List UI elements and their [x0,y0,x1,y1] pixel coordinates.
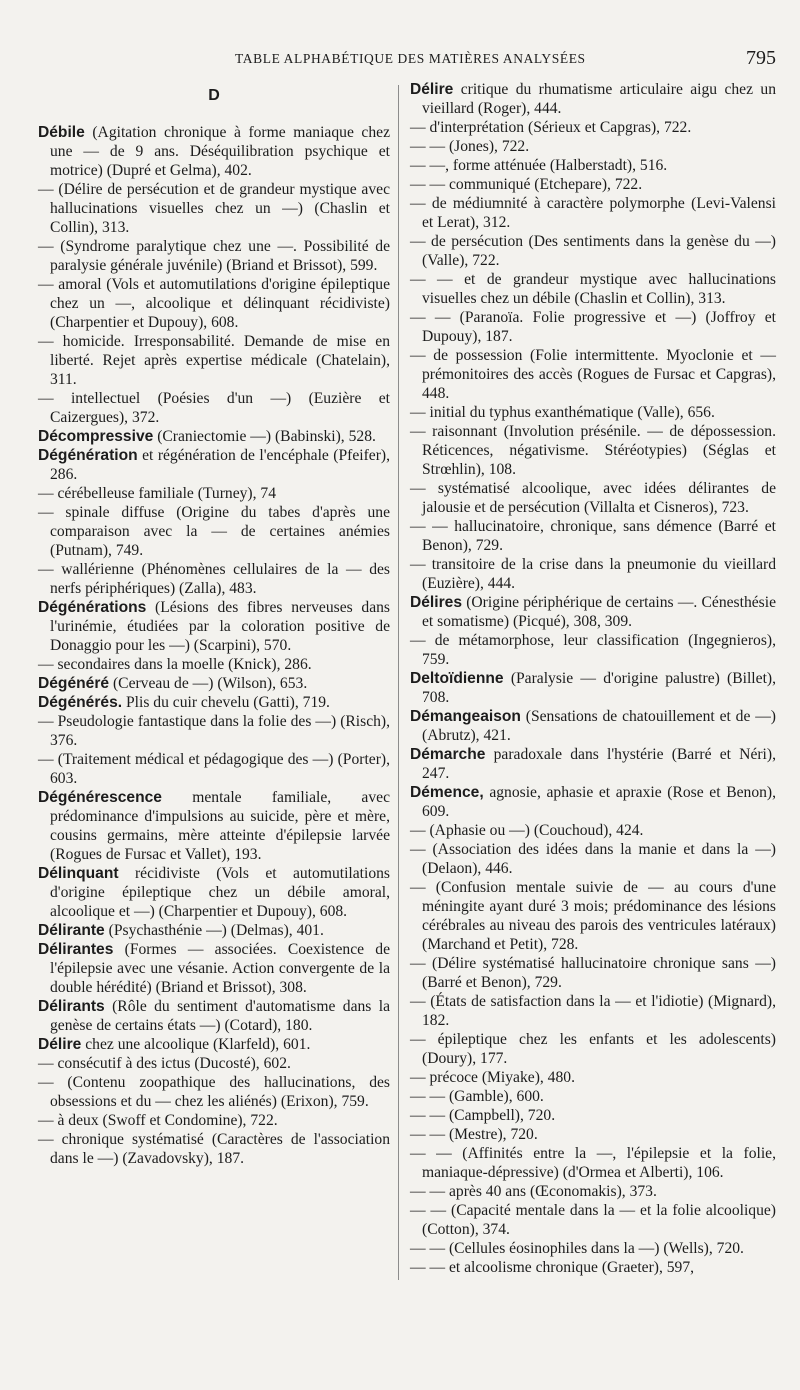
entry-text: — —, forme atténuée (Halberstadt), 516. [410,157,668,174]
section-letter: D [208,87,220,104]
index-entry [410,118,776,137]
index-entry [38,389,390,427]
index-entry [410,555,776,593]
index-entry [38,332,390,389]
entry-text: — (Confusion mentale suivie de — au cours d'une méningite ayant duré 3 mois; prédominance des lésions cérébrales au niveau des parois des ventricules latéraux) (Marchand et Petit), 728. [410,879,776,953]
index-entry [410,821,776,840]
index-entry [410,156,776,175]
entry-text: récidiviste (Vols et automutilations d'origine épileptique chez un débile amoral, alcoolique et —) (Charpentier et Dupouy), 608. [50,865,390,920]
entry-text: — secondaires dans la moelle (Knick), 286. [38,656,312,673]
entry-headword: Démarche [410,746,486,763]
page-header [0,0,800,70]
index-entry [38,940,390,997]
index-entry [38,921,390,940]
index-entry [410,954,776,992]
entry-text: — — après 40 ans (Œconomakis), 373. [410,1183,657,1200]
index-entry [38,1073,390,1111]
entry-text: — épileptique chez les enfants et les adolescents) (Doury), 177. [410,1031,776,1067]
entry-text: — d'interprétation (Sérieux et Capgras), 722. [410,119,692,136]
index-entry [410,308,776,346]
index-entry [38,560,390,598]
index-entry [38,484,390,503]
entry-text: — (Délire de persécution et de grandeur mystique avec hallucinations visuelles chez un —) (Chaslin et Collin), 313. [38,181,390,236]
index-entry [410,232,776,270]
entry-text: — (Contenu zoopathique des hallucinations, des obsessions et du — chez les aliénés) (Erixon), 759. [38,1074,390,1110]
running-title: TABLE ALPHABÉTIQUE DES MATIÈRES ANALYSÉES [235,51,586,66]
index-entry [38,1111,390,1130]
entry-text: — précoce (Miyake), 480. [410,1069,575,1086]
entry-text: (Agitation chronique à forme maniaque chez une — de 9 ans. Déséquilibration psychique et motrice) (Dupré et Gelma), 402. [50,124,390,179]
entry-text: — — (Mestre), 720. [410,1126,538,1143]
entry-headword: Dégénérescence [38,789,162,806]
index-entry [410,175,776,194]
entry-text: — — (Gamble), 600. [410,1088,544,1105]
entry-headword: Délire [410,81,454,98]
entry-headword: Délirante [38,922,105,939]
index-entry [410,80,776,118]
entry-text: paradoxale dans l'hystérie (Barré et Néri), 247. [422,746,776,782]
index-entry [410,1201,776,1239]
entry-headword: Démangeaison [410,708,521,725]
index-entry [38,446,390,484]
entry-headword: Délires [410,594,463,611]
index-entry [410,1239,776,1258]
entry-text: — wallérienne (Phénomènes cellulaires de la — des nerfs périphériques) (Zalla), 483. [38,561,390,597]
index-entry [38,655,390,674]
entry-text: — — (Jones), 722. [410,138,530,155]
entry-text: — intellectuel (Poésies d'un —) (Euzière et Caizergues), 372. [38,390,390,426]
index-entry [410,878,776,954]
entry-text: — transitoire de la crise dans la pneumonie du vieillard (Euzière), 444. [410,556,776,592]
index-entry [410,840,776,878]
index-entry [38,427,390,446]
entry-text: (Paralysie — d'origine palustre) (Billet), 708. [422,670,776,706]
index-entry [38,503,390,560]
entry-text: (Sensations de chatouillement et de —) (Abrutz), 421. [422,708,776,744]
index-entry [410,707,776,745]
index-entry [410,1106,776,1125]
entry-headword: Dégénéré [38,675,110,692]
entry-text: — (Aphasie ou —) (Couchoud), 424. [410,822,644,839]
index-entry [410,137,776,156]
index-entry [38,750,390,788]
left-entry-list [38,123,390,1168]
index-entry [38,237,390,275]
entry-text: — homicide. Irresponsabilité. Demande de mise en liberté. Rejet après expertise médicale (Chatelain), 311. [38,333,390,388]
index-entry [410,1258,776,1277]
left-column [38,80,390,1168]
index-entry [410,346,776,403]
entry-text: (Rôle du sentiment d'automatisme dans la genèse de certains états —) (Cotard), 180. [50,998,390,1034]
index-entry [410,745,776,783]
entry-text: — spinale diffuse (Origine du tabes d'après une comparaison avec la — de certaines anémies (Putnam), 749. [38,504,390,559]
entry-headword: Démence, [410,784,484,801]
entry-headword: Dégénérés. [38,694,123,711]
entry-text: chez une alcoolique (Klarfeld), 601. [81,1036,311,1053]
entry-text: Plis du cuir chevelu (Gatti), 719. [122,694,330,711]
index-entry [38,788,390,864]
index-entry [410,479,776,517]
entry-headword: Délire [38,1036,82,1053]
index-entry [38,864,390,921]
entry-text: — de persécution (Des sentiments dans la genèse du —) (Valle), 722. [410,233,776,269]
index-entry [410,992,776,1030]
index-entry [38,598,390,655]
index-entry [410,403,776,422]
entry-text: — — (Affinités entre la —, l'épilepsie et la folie, maniaque-dépressive) (d'Ormea et Alberti), 106. [410,1145,776,1181]
index-entry [38,1054,390,1073]
index-entry [410,422,776,479]
index-entry [410,631,776,669]
entry-headword: Dégénérations [38,599,147,616]
entry-text: — (Délire systématisé hallucinatoire chronique sans —) (Barré et Benon), 729. [410,955,776,991]
index-entry [410,1087,776,1106]
entry-text: — consécutif à des ictus (Ducosté), 602. [38,1055,291,1072]
entry-text: critique du rhumatisme articulaire aigu chez un vieillard (Roger), 444. [422,81,776,117]
index-entry [38,693,390,712]
index-entry [38,997,390,1035]
entry-text: — raisonnant (Involution présénile. — de dépossession. Réticences, négativisme. Stéréotypies) (Séglas et Strœhlin), 108. [410,423,776,478]
entry-text: — — (Cellules éosinophiles dans la —) (Wells), 720. [410,1240,744,1257]
entry-text: — Pseudologie fantastique dans la folie des —) (Risch), 376. [38,713,390,749]
index-entry [410,1125,776,1144]
entry-text: — (États de satisfaction dans la — et l'idiotie) (Mignard), 182. [410,993,776,1029]
entry-text: — — (Paranoïa. Folie progressive et —) (Joffroy et Dupouy), 187. [410,309,776,345]
index-entry [38,180,390,237]
entry-text: — de médiumnité à caractère polymorphe (Levi-Valensi et Lerat), 312. [410,195,776,231]
entry-text: — — (Campbell), 720. [410,1107,556,1124]
entry-headword: Dégénération [38,447,138,464]
entry-headword: Deltoïdienne [410,670,504,687]
entry-text: — amoral (Vols et automutilations d'origine épileptique chez un —, alcoolique et délinquant récidiviste) (Charpentier et Dupouy), 608. [38,276,390,331]
entry-headword: Délirants [38,998,105,1015]
index-entry [410,783,776,821]
index-entry [38,1035,390,1054]
index-entry [38,123,390,180]
entry-text: — — et alcoolisme chronique (Graeter), 597, [410,1259,695,1276]
index-entry [410,669,776,707]
entry-text: — de métamorphose, leur classification (Ingegnieros), 759. [410,632,776,668]
entry-text: (Lésions des fibres nerveuses dans l'urinémie, étudiées par la coloration positive de Donaggio pour les —) (Scarpini), 570. [50,599,390,654]
entry-text: — — (Capacité mentale dans la — et la folie alcoolique) (Cotton), 374. [410,1202,776,1238]
index-entry [410,593,776,631]
entry-text: (Craniectomie —) (Babinski), 528. [153,428,376,445]
entry-text: — initial du typhus exanthématique (Valle), 656. [410,404,715,421]
index-entry [38,275,390,332]
entry-headword: Délinquant [38,865,119,882]
entry-text: (Psychasthénie —) (Delmas), 401. [104,922,324,939]
entry-text: — cérébelleuse familiale (Turney), 74 [38,485,277,502]
entry-text: — chronique systématisé (Caractères de l'association dans le —) (Zavadovsky), 187. [38,1131,390,1167]
entry-text: — systématisé alcoolique, avec idées délirantes de jalousie et de persécution (Villalta et Cisneros), 723. [410,480,776,516]
column-divider [398,85,399,1280]
index-entry [38,674,390,693]
entry-text: — (Traitement médical et pédagogique des —) (Porter), 603. [38,751,390,787]
entry-text: (Cerveau de —) (Wilson), 653. [109,675,308,692]
entry-headword: Délirantes [38,941,114,958]
right-column [410,80,776,1277]
entry-headword: Décompressive [38,428,154,445]
entry-text: — (Syndrome paralytique chez une —. Possibilité de paralysie générale juvénile) (Briand et Brissot), 599. [38,238,390,274]
entry-text: — — hallucinatoire, chronique, sans démence (Barré et Benon), 729. [410,518,776,554]
entry-text: et régénération de l'encéphale (Pfeifer), 286. [50,447,390,483]
entry-headword: Débile [38,124,85,141]
index-entry [410,1144,776,1182]
entry-text: (Formes — associées. Coexistence de l'épilepsie avec une vésanie. Action convergente de la double hérédité) (Briand et Brissot), 308. [50,941,390,996]
index-entry [38,1130,390,1168]
entry-text: — — et de grandeur mystique avec hallucinations visuelles chez un débile (Chaslin et Collin), 313. [410,271,776,307]
entry-text: — (Association des idées dans la manie et dans la —) (Delaon), 446. [410,841,776,877]
index-entry [410,270,776,308]
page-number: 795 [746,47,776,69]
index-entry [410,1030,776,1068]
right-entry-list [410,80,776,1277]
index-entry [410,1068,776,1087]
entry-text: — de possession (Folie intermittente. Myoclonie et — prémonitoires des accès (Rogues de Fursac et Capgras), 448. [410,347,776,402]
entry-text: mentale familiale, avec prédominance d'impulsions au suicide, père et mère, cousins germains, mère atteinte d'épilepsie larvée (Rogues de Fursac et Vallet), 193. [50,789,390,863]
index-entry [410,517,776,555]
index-entry [410,1182,776,1201]
index-entry [410,194,776,232]
entry-text: (Origine périphérique de certains —. Cénesthésie et somatisme) (Picqué), 308, 309. [422,594,776,630]
entry-text: agnosie, aphasie et apraxie (Rose et Benon), 609. [422,784,776,820]
index-entry [38,712,390,750]
entry-text: — — communiqué (Etchepare), 722. [410,176,643,193]
entry-text: — à deux (Swoff et Condomine), 722. [38,1112,278,1129]
